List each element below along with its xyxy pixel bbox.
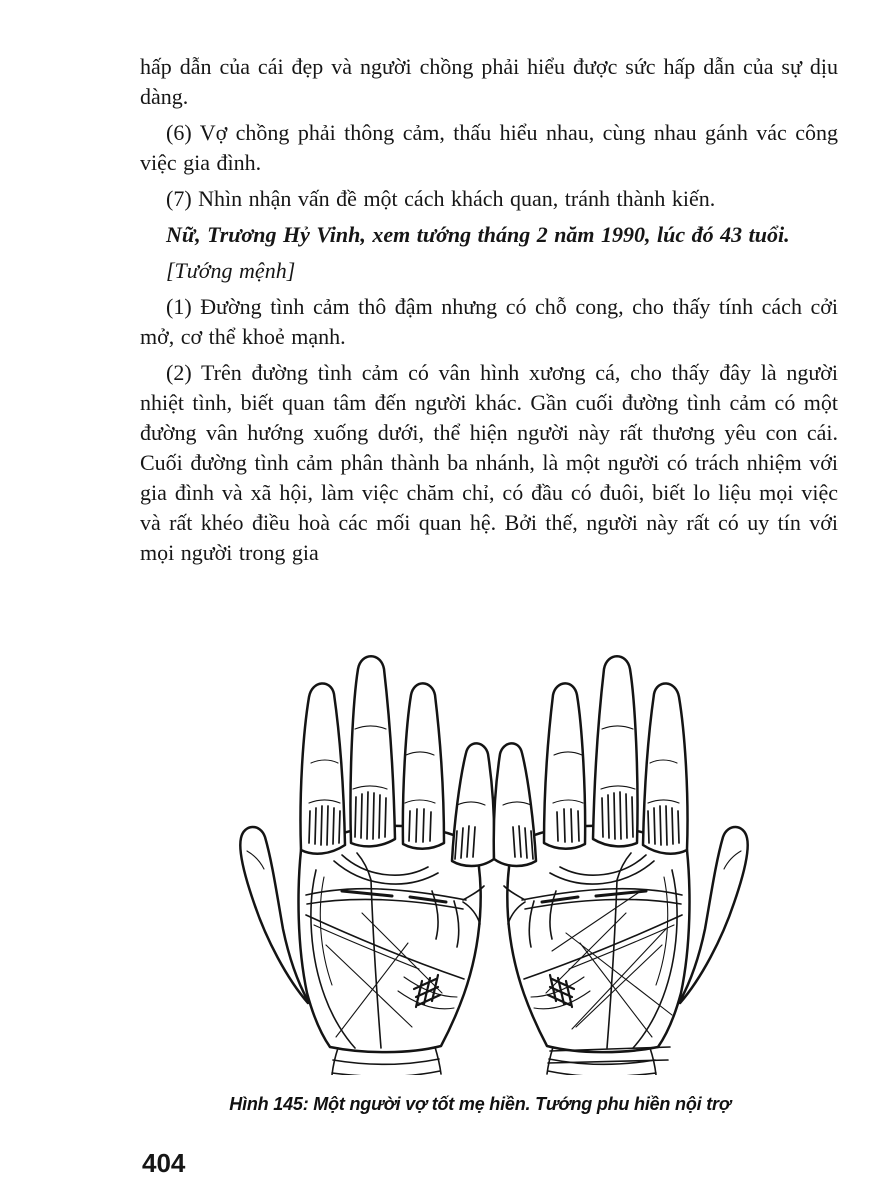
section-label: [Tướng mệnh] — [166, 258, 296, 283]
hands-illustration — [214, 645, 774, 1075]
left-palm-print — [240, 656, 494, 1075]
paragraph-continuation: hấp dẫn của cái đẹp và người chồng phải hiểu được sức hấp dẫn của sự dịu dàng. — [140, 54, 838, 109]
case-heading: Nữ, Trương Hỷ Vinh, xem tướng tháng 2 năm 1990, lúc đó 43 tuổi. — [166, 222, 790, 247]
figure-caption: Hình 145: Một người vợ tốt mẹ hiền. Tướng phu hiền nội trợ — [229, 1094, 731, 1114]
body-text — [140, 52, 838, 574]
paragraph-item-7: (7) Nhìn nhận vấn đề một cách khách quan, tránh thành kiến. — [166, 186, 716, 211]
paragraph-item-2: (2) Trên đường tình cảm có vân hình xương cá, cho thấy đây là người nhiệt tình, biết quan tâm đến người khác. Gần cuối đường tình cảm có một đường vân hướng xuống dưới, thể hiện người này rất thương yêu con cái. Cuối đường tình cảm phân thành ba nhánh, là một người có trách nhiệm với gia đình và xã hội, làm việc chăm chỉ, có đầu có đuôi, biết lo liệu mọi việc và rất khéo điều hoà các mối quan hệ. Bởi thế, người này rất có uy tín với mọi người trong gia — [140, 360, 838, 565]
right-palm-print — [494, 656, 748, 1075]
page-number: 404 — [142, 1148, 186, 1178]
paragraph-item-6: (6) Vợ chồng phải thông cảm, thấu hiểu nhau, cùng nhau gánh vác công việc gia đình. — [140, 120, 838, 175]
figure-hands — [214, 645, 774, 1075]
paragraph-item-1: (1) Đường tình cảm thô đậm nhưng có chỗ cong, cho thấy tính cách cởi mở, cơ thể khoẻ mạnh. — [140, 294, 838, 349]
